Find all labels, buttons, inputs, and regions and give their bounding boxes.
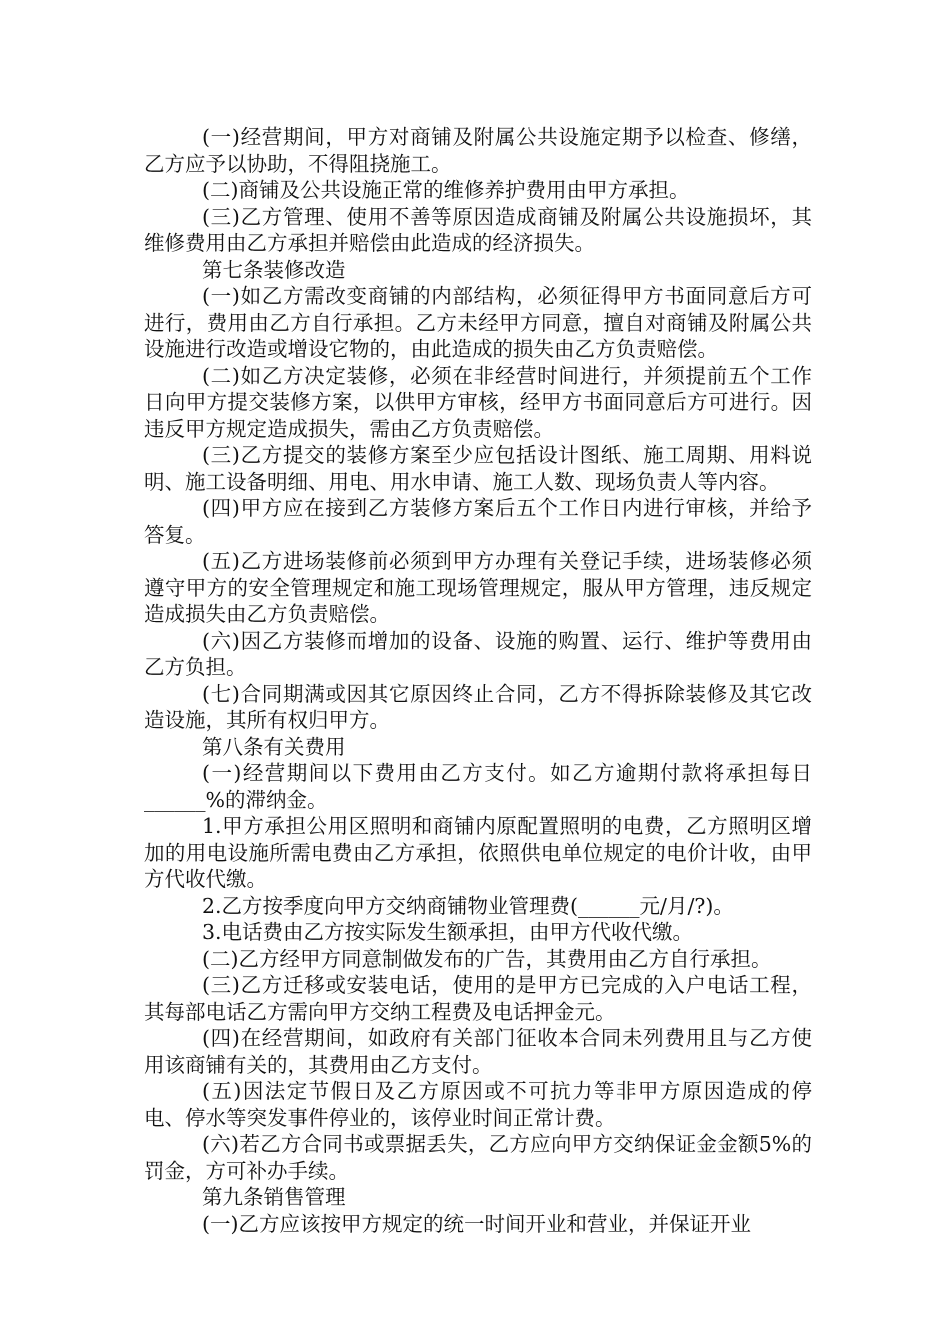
clause-paragraph: 1.甲方承担公用区照明和商铺内原配置照明的电费，乙方照明区增加的用电设施所需电费由乙方承担，依照供电单位规定的电价计收，由甲方代收代缴。 bbox=[144, 814, 812, 891]
clause-paragraph: (一)经营期间，甲方对商铺及附属公共设施定期予以检查、修缮，乙方应予以协助，不得阻挠施工。 bbox=[144, 125, 812, 176]
article-heading: 第七条装修改造 bbox=[202, 257, 346, 282]
clause-paragraph: (一)经营期间以下费用由乙方支付。如乙方逾期付款将承担每日______%的滞纳金。 bbox=[144, 761, 812, 812]
clause-paragraph: (二)商铺及公共设施正常的维修养护费用由甲方承担。 bbox=[202, 178, 690, 202]
clause-paragraph: (一)乙方应该按甲方规定的统一时间开业和营业，并保证开业 bbox=[202, 1211, 751, 1236]
clause-paragraph: (一)如乙方需改变商铺的内部结构，必须征得甲方书面同意后方可进行，费用由乙方自行承担。乙方未经甲方同意，擅自对商铺及附属公共设施进行改造或增设它物的，由此造成的损失由乙方负责赔偿。 bbox=[144, 284, 812, 361]
clause-paragraph: (五)因法定节假日及乙方原因或不可抗力等非甲方原因造成的停电、停水等突发事件停业的，该停业时间正常计费。 bbox=[144, 1079, 812, 1130]
clause-paragraph: (四)在经营期间，如政府有关部门征收本合同未列费用且与乙方使用该商铺有关的，其费用由乙方支付。 bbox=[144, 1026, 812, 1077]
article-heading: 第八条有关费用 bbox=[202, 734, 346, 759]
clause-paragraph: (五)乙方进场装修前必须到甲方办理有关登记手续，进场装修必须遵守甲方的安全管理规定和施工现场管理规定，服从甲方管理，违反规定造成损失由乙方负责赔偿。 bbox=[144, 549, 812, 626]
article-heading: 第九条销售管理 bbox=[202, 1185, 346, 1209]
clause-paragraph: 3.电话费由乙方按实际发生额承担，由甲方代收代缴。 bbox=[202, 920, 694, 944]
clause-paragraph: (三)乙方管理、使用不善等原因造成商铺及附属公共设施损坏，其维修费用由乙方承担并赔偿由此造成的经济损失。 bbox=[144, 204, 812, 255]
clause-paragraph: (三)乙方提交的装修方案至少应包括设计图纸、施工周期、用料说明、施工设备明细、用电、用水申请、施工人数、现场负责人等内容。 bbox=[144, 443, 812, 494]
clause-paragraph: 2.乙方按季度向甲方交纳商铺物业管理费(______元/月/?)。 bbox=[202, 893, 734, 918]
clause-paragraph: (四)甲方应在接到乙方装修方案后五个工作日内进行审核，并给予答复。 bbox=[144, 496, 812, 547]
clause-paragraph: (二)乙方经甲方同意制做发布的广告，其费用由乙方自行承担。 bbox=[202, 946, 772, 971]
clause-paragraph: (二)如乙方决定装修，必须在非经营时间进行，并须提前五个工作日向甲方提交装修方案，以供甲方审核，经甲方书面同意后方可进行。因违反甲方规定造成损失，需由乙方负责赔偿。 bbox=[144, 363, 812, 441]
clause-paragraph: (七)合同期满或因其它原因终止合同，乙方不得拆除装修及其它改造设施，其所有权归甲方。 bbox=[144, 681, 812, 732]
clause-paragraph: (三)乙方迁移或安装电话，使用的是甲方已完成的入户电话工程，其每部电话乙方需向甲方交纳工程费及电话押金元。 bbox=[144, 973, 812, 1024]
document-body bbox=[144, 124, 812, 1237]
clause-paragraph: (六)若乙方合同书或票据丢失，乙方应向甲方交纳保证金金额5%的罚金，方可补办手续。 bbox=[144, 1132, 812, 1183]
clause-paragraph: (六)因乙方装修而增加的设备、设施的购置、运行、维护等费用由乙方负担。 bbox=[144, 628, 812, 679]
